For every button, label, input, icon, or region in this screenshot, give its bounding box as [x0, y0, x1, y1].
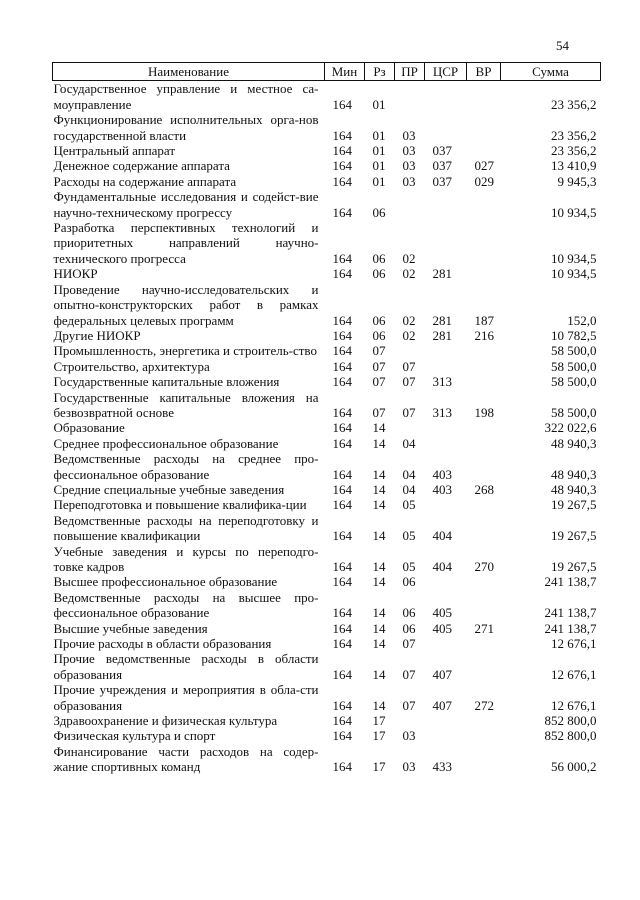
cell-vr [467, 112, 501, 143]
cell-csr: 037 [432, 158, 452, 174]
cell-csr: 405 [432, 605, 452, 621]
cell-name: Здравоохранение и физическая культура [53, 713, 278, 729]
cell-csr [425, 497, 467, 512]
cell-name: Государственные капитальные вложения на безвозвратной основе [53, 389, 319, 420]
cell-vr [467, 81, 501, 112]
table-row [53, 343, 601, 358]
cell-vr: 029 [474, 173, 494, 189]
cell-sum: 48 940,3 [551, 466, 597, 482]
cell-rz: 01 [372, 173, 386, 189]
cell-rz: 07 [372, 343, 386, 359]
cell-name: Ведомственные расходы на среднее про-фессиональное образование [53, 451, 319, 482]
cell-sum: 13 410,9 [551, 158, 597, 174]
cell-sum: 10 782,5 [551, 327, 597, 343]
cell-csr: 281 [432, 327, 452, 343]
cell-min: 164 [332, 713, 352, 729]
table-row [53, 374, 601, 389]
cell-vr [467, 359, 501, 374]
cell-csr [425, 189, 467, 220]
cell-rz: 14 [372, 435, 386, 451]
cell-pr: 04 [402, 435, 416, 451]
cell-csr [425, 728, 467, 743]
cell-min: 164 [332, 173, 352, 189]
cell-pr: 02 [402, 327, 416, 343]
cell-vr [467, 220, 501, 266]
cell-sum: 12 676,1 [551, 697, 597, 713]
header-vr: ВР [467, 63, 501, 81]
cell-min: 164 [332, 759, 352, 775]
cell-csr: 404 [432, 559, 452, 574]
table-row [53, 143, 601, 158]
cell-rz: 14 [372, 528, 386, 544]
cell-csr: 281 [432, 312, 452, 328]
cell-vr: 268 [474, 481, 494, 497]
cell-pr: 05 [402, 497, 416, 513]
cell-sum: 58 500,0 [551, 374, 597, 390]
cell-vr: 198 [474, 404, 494, 420]
cell-csr [425, 112, 467, 143]
table-row [53, 158, 601, 173]
cell-vr [467, 713, 501, 728]
table-row [53, 174, 601, 189]
cell-min: 164 [332, 250, 352, 266]
cell-vr [467, 420, 501, 435]
cell-rz: 14 [372, 559, 386, 574]
cell-name: Прочие расходы в области образования [53, 636, 272, 652]
cell-pr: 03 [402, 127, 416, 143]
cell-name: Ведомственные расходы на переподготовку и повышение квалификации [53, 512, 319, 544]
cell-pr [395, 713, 425, 728]
cell-csr [425, 343, 467, 358]
cell-vr [467, 436, 501, 451]
cell-vr [467, 143, 501, 158]
cell-rz: 14 [372, 466, 386, 482]
cell-csr [425, 636, 467, 651]
cell-name: Промышленность, энергетика и строитель-ство [53, 343, 317, 359]
table-body [53, 81, 601, 775]
cell-min: 164 [332, 466, 352, 482]
cell-pr: 02 [402, 266, 416, 282]
cell-rz: 06 [372, 312, 386, 328]
cell-min: 164 [332, 127, 352, 143]
cell-vr [467, 728, 501, 743]
table-row [53, 220, 601, 266]
cell-pr: 05 [402, 528, 416, 544]
cell-min: 164 [332, 96, 352, 112]
cell-min: 164 [332, 327, 352, 343]
cell-rz: 14 [372, 666, 386, 682]
table-row [53, 328, 601, 343]
cell-rz: 14 [372, 697, 386, 713]
cell-name: Расходы на содержание аппарата [53, 173, 237, 189]
cell-pr: 05 [402, 559, 416, 574]
cell-pr: 07 [402, 374, 416, 390]
cell-pr: 03 [402, 759, 416, 775]
cell-min: 164 [332, 266, 352, 282]
table-row [53, 81, 601, 112]
cell-sum: 852 800,0 [544, 728, 597, 744]
header-row [53, 63, 601, 81]
cell-pr [395, 189, 425, 220]
table-row [53, 189, 601, 220]
cell-csr: 281 [432, 266, 452, 282]
cell-rz: 14 [372, 420, 386, 436]
cell-name: Учебные заведения и курсы по переподго-товке кадров [53, 543, 319, 574]
cell-csr [425, 420, 467, 435]
cell-csr: 403 [432, 466, 452, 482]
table-row [53, 513, 601, 544]
table-row [53, 390, 601, 421]
cell-name: Высшие учебные заведения [53, 620, 208, 636]
cell-vr: 187 [474, 312, 494, 328]
cell-min: 164 [332, 312, 352, 328]
table-row [53, 544, 601, 575]
table-row [53, 636, 601, 651]
cell-csr: 037 [432, 143, 452, 159]
cell-sum: 241 138,7 [544, 574, 597, 590]
cell-rz: 14 [372, 574, 386, 590]
cell-csr [425, 220, 467, 266]
cell-min: 164 [332, 636, 352, 652]
cell-min: 164 [332, 605, 352, 621]
cell-pr: 04 [402, 481, 416, 497]
cell-name: Ведомственные расходы на высшее про-фессиональное образование [53, 589, 319, 621]
cell-pr: 06 [402, 605, 416, 621]
cell-min: 164 [332, 158, 352, 174]
cell-min: 164 [332, 697, 352, 713]
table-row [53, 359, 601, 374]
cell-rz: 07 [372, 374, 386, 390]
cell-name: Финансирование части расходов на содер-жание спортивных команд [53, 743, 319, 775]
table-row [53, 482, 601, 497]
cell-vr [467, 343, 501, 358]
cell-sum: 19 267,5 [551, 497, 597, 513]
cell-pr [395, 343, 425, 358]
cell-vr [467, 266, 501, 281]
cell-name: Государственные капитальные вложения [53, 374, 280, 390]
cell-sum: 9 945,3 [557, 173, 597, 189]
cell-min: 164 [332, 620, 352, 636]
table-row [53, 266, 601, 281]
cell-vr [467, 497, 501, 512]
cell-sum: 241 138,7 [544, 605, 597, 621]
cell-rz: 01 [372, 143, 386, 159]
cell-pr: 06 [402, 574, 416, 590]
cell-pr: 03 [402, 143, 416, 159]
cell-min: 164 [332, 666, 352, 682]
cell-min: 164 [332, 343, 352, 359]
cell-csr: 037 [432, 173, 452, 189]
cell-csr: 403 [432, 481, 452, 497]
cell-csr: 404 [432, 528, 452, 544]
cell-sum: 10 934,5 [551, 266, 597, 282]
cell-rz: 07 [372, 358, 386, 374]
cell-name: Прочие ведомственные расходы в области образования [53, 651, 319, 682]
table-row [53, 282, 601, 328]
cell-rz: 17 [372, 759, 386, 775]
cell-min: 164 [332, 358, 352, 374]
cell-pr [395, 420, 425, 435]
cell-name: Образование [53, 420, 125, 436]
cell-sum: 58 500,0 [551, 343, 597, 359]
cell-pr: 03 [402, 158, 416, 174]
cell-sum: 19 267,5 [551, 528, 597, 544]
cell-name: НИОКР [53, 266, 98, 282]
cell-vr: 216 [474, 327, 494, 343]
cell-vr [467, 590, 501, 621]
table-row [53, 744, 601, 775]
cell-min: 164 [332, 728, 352, 744]
cell-min: 164 [332, 528, 352, 544]
cell-min: 164 [332, 435, 352, 451]
cell-name: Среднее профессиональное образование [53, 435, 279, 451]
header-sum: Сумма [501, 63, 601, 81]
cell-min: 164 [332, 559, 352, 574]
cell-sum: 12 676,1 [551, 666, 597, 682]
cell-sum: 19 267,5 [551, 559, 597, 574]
cell-vr [467, 636, 501, 651]
table-row [53, 590, 601, 621]
table-row [53, 497, 601, 512]
cell-min: 164 [332, 497, 352, 513]
cell-csr: 407 [432, 697, 452, 713]
cell-vr: 027 [474, 158, 494, 174]
cell-csr: 433 [432, 759, 452, 775]
cell-pr [395, 81, 425, 112]
table-row [53, 713, 601, 728]
cell-name: Другие НИОКР [53, 327, 141, 343]
cell-min: 164 [332, 204, 352, 220]
cell-sum: 852 800,0 [544, 713, 597, 729]
cell-csr [425, 436, 467, 451]
table-row [53, 651, 601, 682]
cell-csr [425, 81, 467, 112]
cell-rz: 14 [372, 620, 386, 636]
cell-vr [467, 651, 501, 682]
cell-name: Фундаментальные исследования и содейст-вие научно-техническому прогрессу [53, 189, 319, 220]
cell-vr [467, 574, 501, 589]
cell-vr [467, 374, 501, 389]
cell-rz: 01 [372, 158, 386, 174]
table-row [53, 436, 601, 451]
header-rz: Рз [365, 63, 395, 81]
cell-pr: 06 [402, 620, 416, 636]
cell-pr: 03 [402, 728, 416, 744]
cell-rz: 01 [372, 96, 386, 112]
cell-sum: 56 000,2 [551, 759, 597, 775]
header-pr: ПР [395, 63, 425, 81]
cell-sum: 10 934,5 [551, 250, 597, 266]
cell-sum: 322 022,6 [544, 420, 597, 436]
cell-rz: 01 [372, 127, 386, 143]
cell-rz: 17 [372, 728, 386, 744]
cell-vr [467, 451, 501, 482]
cell-csr [425, 713, 467, 728]
cell-pr: 02 [402, 250, 416, 266]
cell-sum: 10 934,5 [551, 204, 597, 220]
table-row [53, 112, 601, 143]
header-name: Наименование [53, 63, 325, 81]
budget-table [52, 62, 601, 775]
cell-vr [467, 744, 501, 775]
cell-min: 164 [332, 404, 352, 420]
table-row [53, 451, 601, 482]
cell-name: Проведение научно-исследовательских и опытно-конструкторских работ в рамках федеральных целевых программ [53, 281, 319, 328]
cell-rz: 06 [372, 266, 386, 282]
cell-name: Переподготовка и повышение квалифика-ции [53, 497, 307, 513]
cell-min: 164 [332, 374, 352, 390]
cell-name: Высшее профессиональное образование [53, 574, 278, 590]
cell-min: 164 [332, 574, 352, 590]
page-number: 54 [556, 38, 569, 53]
cell-vr: 270 [474, 559, 494, 574]
cell-csr: 313 [432, 404, 452, 420]
cell-csr: 407 [432, 666, 452, 682]
cell-name: Средние специальные учебные заведения [53, 481, 285, 497]
cell-name: Функционирование исполнительных орга-нов государственной власти [53, 112, 319, 143]
cell-pr: 07 [402, 697, 416, 713]
cell-min: 164 [332, 143, 352, 159]
cell-rz: 14 [372, 636, 386, 652]
cell-rz: 14 [372, 481, 386, 497]
cell-name: Государственное управление и местное са-моуправление [53, 81, 319, 112]
cell-name: Строительство, архитектура [53, 358, 210, 374]
cell-pr: 04 [402, 466, 416, 482]
cell-name: Разработка перспективных технологий и приоритетных направлений научно-технического прогресса [53, 220, 319, 266]
cell-csr [425, 359, 467, 374]
cell-sum: 48 940,3 [551, 481, 597, 497]
header-min: Мин [325, 63, 365, 81]
cell-rz: 17 [372, 713, 386, 729]
cell-sum: 23 356,2 [551, 127, 597, 143]
table-row [53, 682, 601, 713]
cell-rz: 14 [372, 497, 386, 513]
cell-rz: 07 [372, 404, 386, 420]
cell-vr: 272 [474, 697, 494, 713]
cell-rz: 06 [372, 327, 386, 343]
cell-pr: 03 [402, 173, 416, 189]
table-row [53, 621, 601, 636]
cell-pr: 07 [402, 666, 416, 682]
cell-vr [467, 189, 501, 220]
table-row [53, 420, 601, 435]
cell-name: Физическая культура и спорт [53, 728, 216, 744]
table-header [53, 63, 601, 81]
cell-sum: 23 356,2 [551, 96, 597, 112]
table-row [53, 574, 601, 589]
cell-csr: 313 [432, 374, 452, 390]
cell-csr: 405 [432, 620, 452, 636]
cell-sum: 48 940,3 [551, 435, 597, 451]
cell-sum: 58 500,0 [551, 404, 597, 420]
cell-min: 164 [332, 481, 352, 497]
cell-sum: 241 138,7 [544, 620, 597, 636]
cell-rz: 14 [372, 605, 386, 621]
cell-rz: 06 [372, 204, 386, 220]
cell-min: 164 [332, 420, 352, 436]
cell-name: Центральный аппарат [53, 143, 176, 159]
cell-pr: 07 [402, 404, 416, 420]
header-csr: ЦСР [425, 63, 467, 81]
cell-sum: 12 676,1 [551, 636, 597, 652]
cell-csr [425, 574, 467, 589]
cell-pr: 02 [402, 312, 416, 328]
cell-vr: 271 [474, 620, 494, 636]
table-row [53, 728, 601, 743]
cell-pr: 07 [402, 636, 416, 652]
cell-vr [467, 513, 501, 544]
cell-pr: 07 [402, 358, 416, 374]
cell-name: Прочие учреждения и мероприятия в обла-сти образования [53, 682, 319, 713]
cell-sum: 58 500,0 [551, 358, 597, 374]
cell-name: Денежное содержание аппарата [53, 158, 230, 174]
cell-sum: 23 356,2 [551, 143, 597, 159]
cell-sum: 152,0 [567, 312, 597, 328]
cell-rz: 06 [372, 250, 386, 266]
